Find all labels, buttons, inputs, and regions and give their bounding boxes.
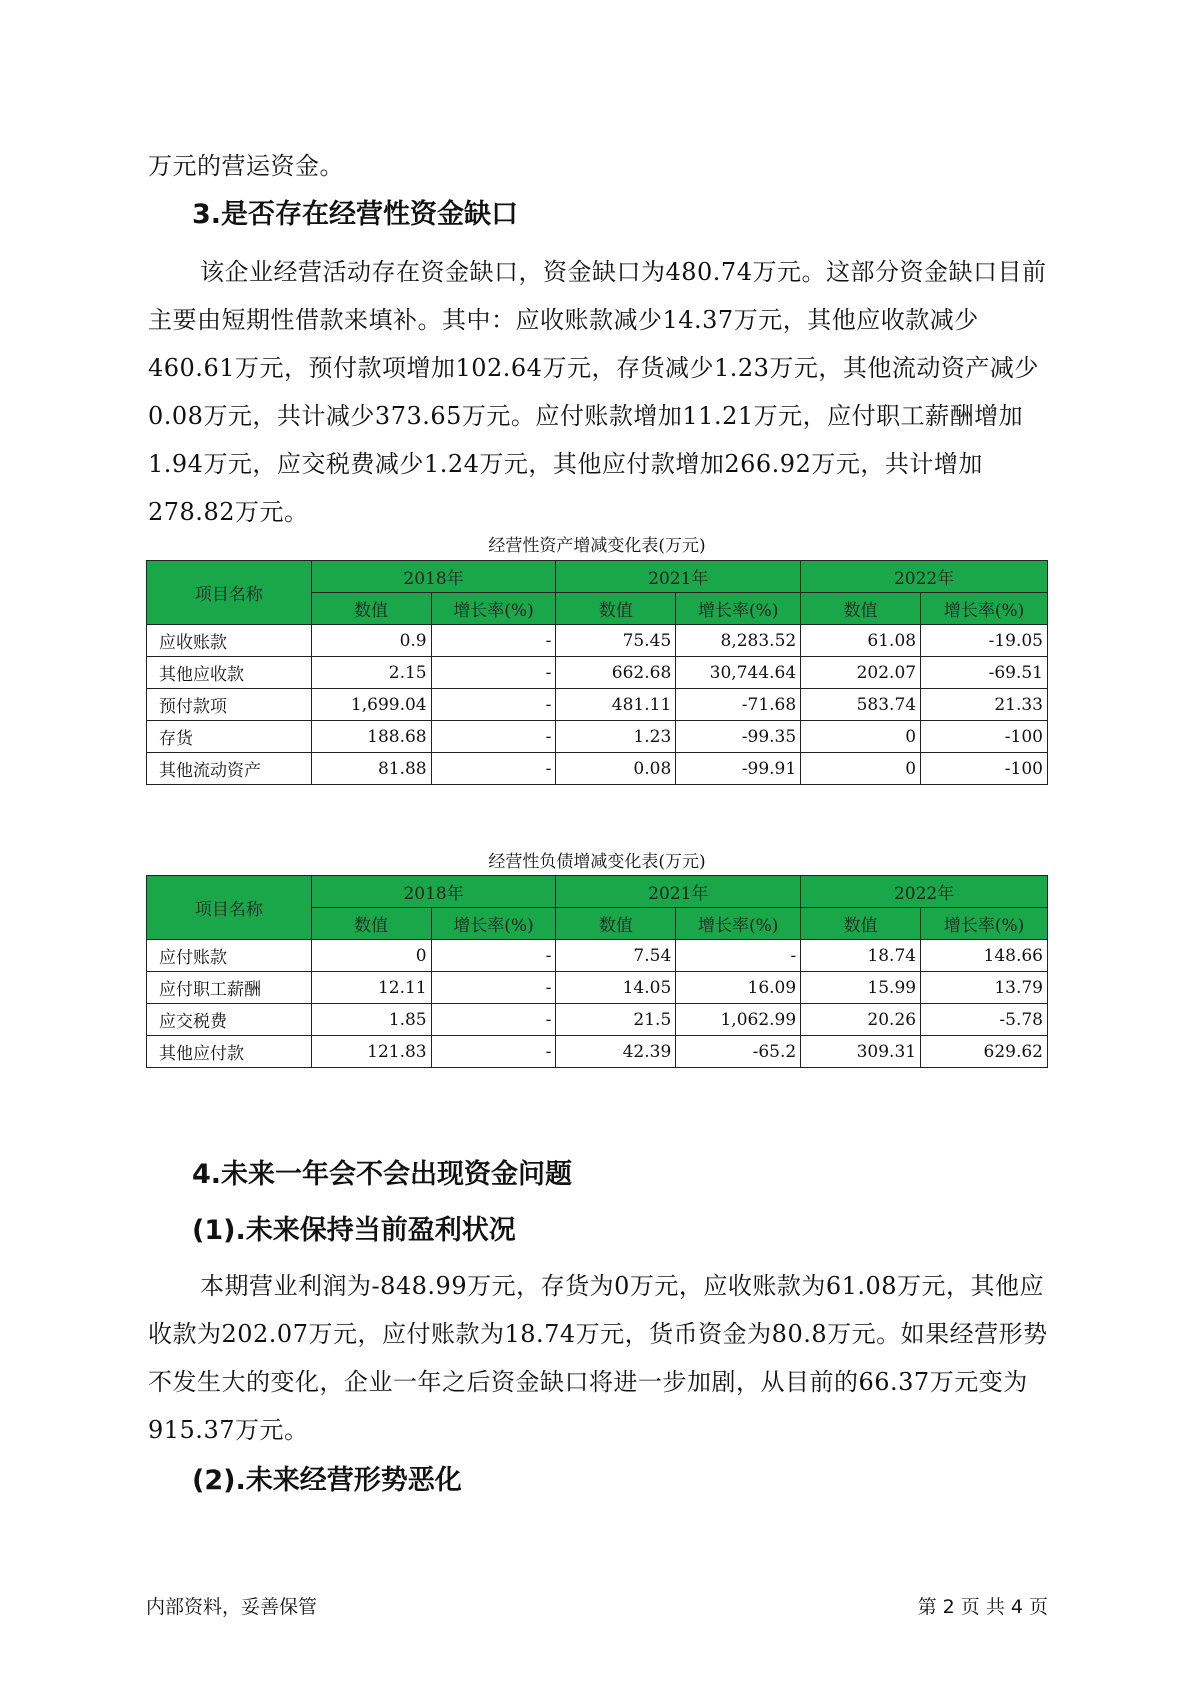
cell-value: 1.23 (556, 721, 676, 753)
header-year-2018: 2018年 (311, 561, 556, 593)
cell-value: 188.68 (311, 721, 431, 753)
footer-confidential-note: 内部资料，妥善保管 (146, 1596, 318, 1618)
cell-growth: - (676, 940, 801, 972)
section-4-heading: 4.未来一年会不会出现资金问题 (192, 1159, 573, 1190)
cell-value: 18.74 (801, 940, 921, 972)
liabilities-change-table (146, 875, 1048, 1068)
cell-growth: -99.91 (676, 753, 801, 785)
cell-growth: 13.79 (921, 972, 1048, 1004)
cell-growth: -5.78 (921, 1004, 1048, 1036)
cell-value: 309.31 (801, 1036, 921, 1068)
cell-growth: -100 (921, 721, 1048, 753)
row-item-name: 其他流动资产 (147, 753, 312, 785)
cell-value: 0 (801, 753, 921, 785)
header-growth-rate: 增长率(%) (921, 593, 1048, 625)
cell-value: 15.99 (801, 972, 921, 1004)
row-item-name: 应付账款 (147, 940, 312, 972)
header-item-name: 项目名称 (147, 876, 312, 940)
subsection-1-paragraph: 本期营业利润为-848.99万元，存货为0万元，应收账款为61.08万元，其他应收款为202.07万元，应付账款为18.74万元，货币资金为80.8万元。如果经营形势不发生大的变化，企业一年之后资金缺口将进一步加剧，从目前的66.37万元变为915.37万元。 (148, 1272, 1048, 1444)
cell-growth: - (431, 689, 556, 721)
cell-value: 21.5 (556, 1004, 676, 1036)
header-growth-rate: 增长率(%) (921, 908, 1048, 940)
table-row (147, 940, 1048, 972)
cell-value: 0.08 (556, 753, 676, 785)
cell-value: 75.45 (556, 625, 676, 657)
row-item-name: 其他应付款 (147, 1036, 312, 1068)
header-year-2022: 2022年 (801, 561, 1048, 593)
cell-growth: -71.68 (676, 689, 801, 721)
header-value: 数值 (311, 908, 431, 940)
header-year-2021: 2021年 (556, 876, 801, 908)
header-item-name: 项目名称 (147, 561, 312, 625)
table-row (147, 1004, 1048, 1036)
table-row (147, 657, 1048, 689)
header-value: 数值 (801, 593, 921, 625)
cell-growth: - (431, 657, 556, 689)
assets-table-caption: 经营性资产增减变化表(万元) (488, 536, 706, 556)
header-year-2021: 2021年 (556, 561, 801, 593)
cell-growth: - (431, 753, 556, 785)
cell-value: 81.88 (311, 753, 431, 785)
header-year-2018: 2018年 (311, 876, 556, 908)
cell-value: 20.26 (801, 1004, 921, 1036)
cell-value: 1,699.04 (311, 689, 431, 721)
row-item-name: 应付职工薪酬 (147, 972, 312, 1004)
cell-growth: - (431, 721, 556, 753)
row-item-name: 应收账款 (147, 625, 312, 657)
table-row (147, 972, 1048, 1004)
header-value: 数值 (556, 593, 676, 625)
cell-value: 0 (801, 721, 921, 753)
liabilities-table-caption: 经营性负债增减变化表(万元) (488, 852, 706, 872)
table-row (147, 721, 1048, 753)
cell-value: 1.85 (311, 1004, 431, 1036)
section-3-paragraph: 该企业经营活动存在资金缺口，资金缺口为480.74万元。这部分资金缺口目前主要由短期性借款来填补。其中：应收账款减少14.37万元，其他应收款减少460.61万元，预付款项增加102.64万元，存货减少1.23万元，其他流动资产减少0.08万元，共计减少373.65万元。应付账款增加11.21万元，应付职工薪酬增加1.94万元，应交税费减少1.24万元，其他应付款增加266.92万元，共计增加278.82万元。 (148, 258, 1047, 526)
cell-value: 12.11 (311, 972, 431, 1004)
row-item-name: 其他应收款 (147, 657, 312, 689)
cell-growth: -99.35 (676, 721, 801, 753)
row-item-name: 预付款项 (147, 689, 312, 721)
assets-change-table (146, 560, 1048, 785)
cell-value: 61.08 (801, 625, 921, 657)
cell-value: 121.83 (311, 1036, 431, 1068)
cell-value: 14.05 (556, 972, 676, 1004)
cell-value: 42.39 (556, 1036, 676, 1068)
cell-growth: 8,283.52 (676, 625, 801, 657)
cell-value: 2.15 (311, 657, 431, 689)
intro-tail-text: 万元的营运资金。 (148, 152, 344, 180)
row-item-name: 应交税费 (147, 1004, 312, 1036)
cell-value: 662.68 (556, 657, 676, 689)
cell-growth: -100 (921, 753, 1048, 785)
section-3-heading: 3.是否存在经营性资金缺口 (192, 199, 519, 230)
subsection-1-heading: (1).未来保持当前盈利状况 (192, 1215, 516, 1246)
cell-growth: -65.2 (676, 1036, 801, 1068)
table-row (147, 753, 1048, 785)
row-item-name: 存货 (147, 721, 312, 753)
cell-growth: -19.05 (921, 625, 1048, 657)
table-row (147, 689, 1048, 721)
cell-growth: 148.66 (921, 940, 1048, 972)
cell-value: 481.11 (556, 689, 676, 721)
cell-growth: 1,062.99 (676, 1004, 801, 1036)
cell-growth: -69.51 (921, 657, 1048, 689)
header-growth-rate: 增长率(%) (431, 593, 556, 625)
cell-growth: - (431, 1036, 556, 1068)
header-growth-rate: 增长率(%) (676, 593, 801, 625)
header-value: 数值 (801, 908, 921, 940)
cell-value: 0 (311, 940, 431, 972)
cell-value: 583.74 (801, 689, 921, 721)
cell-value: 202.07 (801, 657, 921, 689)
header-growth-rate: 增长率(%) (676, 908, 801, 940)
header-growth-rate: 增长率(%) (431, 908, 556, 940)
cell-growth: 30,744.64 (676, 657, 801, 689)
cell-value: 0.9 (311, 625, 431, 657)
footer-page-number: 第 2 页 共 4 页 (917, 1596, 1048, 1618)
table-row (147, 625, 1048, 657)
subsection-2-heading: (2).未来经营形势恶化 (192, 1465, 462, 1496)
cell-growth: 16.09 (676, 972, 801, 1004)
table-row (147, 1036, 1048, 1068)
header-value: 数值 (556, 908, 676, 940)
cell-growth: - (431, 940, 556, 972)
header-year-2022: 2022年 (801, 876, 1048, 908)
cell-growth: - (431, 972, 556, 1004)
cell-growth: 629.62 (921, 1036, 1048, 1068)
cell-growth: 21.33 (921, 689, 1048, 721)
header-value: 数值 (311, 593, 431, 625)
cell-growth: - (431, 1004, 556, 1036)
cell-growth: - (431, 625, 556, 657)
cell-value: 7.54 (556, 940, 676, 972)
